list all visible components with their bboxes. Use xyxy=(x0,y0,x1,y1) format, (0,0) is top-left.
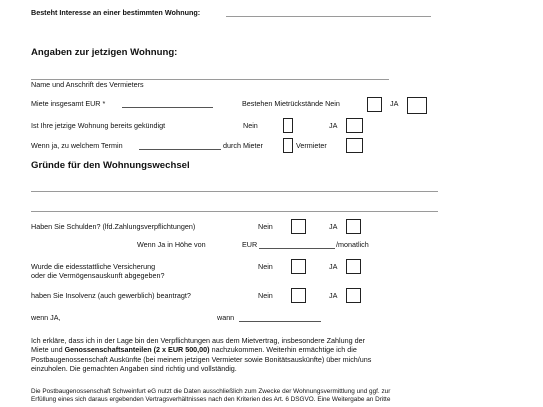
terminated-label: Ist Ihre jetzige Wohnung bereits gekündigt xyxy=(31,121,166,130)
shares-amount: Genossenschaftsanteilen (2 x EUR 500,00) xyxy=(64,345,210,355)
debts-nein-label: Nein xyxy=(258,222,273,231)
affidavit-ja-label: JA xyxy=(329,262,338,271)
debts-ja-label: JA xyxy=(329,222,338,231)
arrears-no-checkbox[interactable] xyxy=(367,97,382,112)
wann-label: wann xyxy=(217,313,235,322)
debts-label: Haben Sie Schulden? (lfd.Zahlungsverpflichtungen) xyxy=(31,222,196,231)
arrears-label: Bestehen Mietrückstände Nein xyxy=(242,99,340,108)
interest-label: Besteht Interesse an einer bestimmten Wohnung: xyxy=(31,8,201,17)
debt-amount-input-line[interactable] xyxy=(259,248,335,249)
debt-amount-label: Wenn Ja in Höhe von xyxy=(137,240,206,249)
debt-monthly-label: /monatlich xyxy=(336,240,369,249)
landlord-label: Name und Anschrift des Vermieters xyxy=(31,80,144,89)
by-landlord-checkbox[interactable] xyxy=(346,138,363,153)
arrears-yes-checkbox[interactable] xyxy=(407,97,427,114)
terminated-nein-label: Nein xyxy=(243,121,258,130)
declaration-paragraph xyxy=(31,336,471,374)
rent-input-line[interactable] xyxy=(122,107,213,108)
by-tenant-label: durch Mieter xyxy=(223,141,263,150)
termination-date-input-line[interactable] xyxy=(139,149,221,150)
rent-label: Miete insgesamt EUR * xyxy=(31,99,106,108)
declaration-line-4: einzuholen. Die gemachten Angaben sind richtig und vollständig. xyxy=(31,364,237,374)
insolvency-date-input-line[interactable] xyxy=(239,321,321,322)
privacy-line-1: Die Postbaugenossenschaft Schweinfurt eG nutzt die Daten ausschließlich zum Zwecke der Wohnungsvermittlung und ggf. zur xyxy=(31,388,391,395)
debts-no-checkbox[interactable] xyxy=(291,219,306,234)
interest-input-line[interactable] xyxy=(226,16,431,17)
debts-yes-checkbox[interactable] xyxy=(346,219,361,234)
declaration-line-3: Postbaugenossenschaft Auskünfte (bei meinem jetzigen Vermieter sowie Bonitätsauskünfte) über mich/uns xyxy=(31,354,372,364)
privacy-notice xyxy=(31,388,441,404)
if-yes-label: wenn JA, xyxy=(31,313,61,322)
affidavit-label-line1: Wurde die eidesstattliche Versicherung xyxy=(31,262,156,271)
terminated-ja-label: JA xyxy=(329,121,338,130)
debt-eur-label: EUR xyxy=(242,240,258,249)
insolvency-no-checkbox[interactable] xyxy=(291,288,306,303)
section-reasons-heading: Gründe für den Wohnungswechsel xyxy=(31,160,190,171)
section-current-heading: Angaben zur jetzigen Wohnung: xyxy=(31,47,178,58)
declaration-line-2: Miete und Genossenschaftsanteilen (2 x EUR 500,00) nachzukommen. Weiterhin ermächtige ich die xyxy=(31,345,357,355)
affidavit-no-checkbox[interactable] xyxy=(291,259,306,274)
declaration-line-1: Ich erkläre, dass ich in der Lage bin den Verpflichtungen aus dem Mietvertrag, insbesondere Zahlung der xyxy=(31,336,366,345)
termination-date-label: Wenn ja, zu welchem Termin xyxy=(31,141,123,150)
by-tenant-checkbox[interactable] xyxy=(283,138,293,153)
reasons-input-line-2[interactable] xyxy=(31,211,438,212)
affidavit-yes-checkbox[interactable] xyxy=(346,259,361,274)
insolvency-ja-label: JA xyxy=(329,291,338,300)
affidavit-nein-label: Nein xyxy=(258,262,273,271)
affidavit-label-line2: oder die Vermögensauskunft abgegeben? xyxy=(31,271,165,280)
terminated-yes-checkbox[interactable] xyxy=(346,118,363,133)
reasons-input-line-1[interactable] xyxy=(31,191,438,192)
privacy-line-2: Erfüllung eines sich daraus ergebenden Vertragsverhältnisses nach den Kriterien des Art. 6 DSGVO. Eine Weitergabe an Dritte xyxy=(31,396,391,404)
by-landlord-label: Vermieter xyxy=(296,141,327,150)
insolvency-yes-checkbox[interactable] xyxy=(346,288,361,303)
terminated-no-checkbox[interactable] xyxy=(283,118,293,133)
arrears-ja-label: JA xyxy=(390,99,399,108)
insolvency-nein-label: Nein xyxy=(258,291,273,300)
insolvency-label: haben Sie Insolvenz (auch gewerblich) beantragt? xyxy=(31,291,191,300)
